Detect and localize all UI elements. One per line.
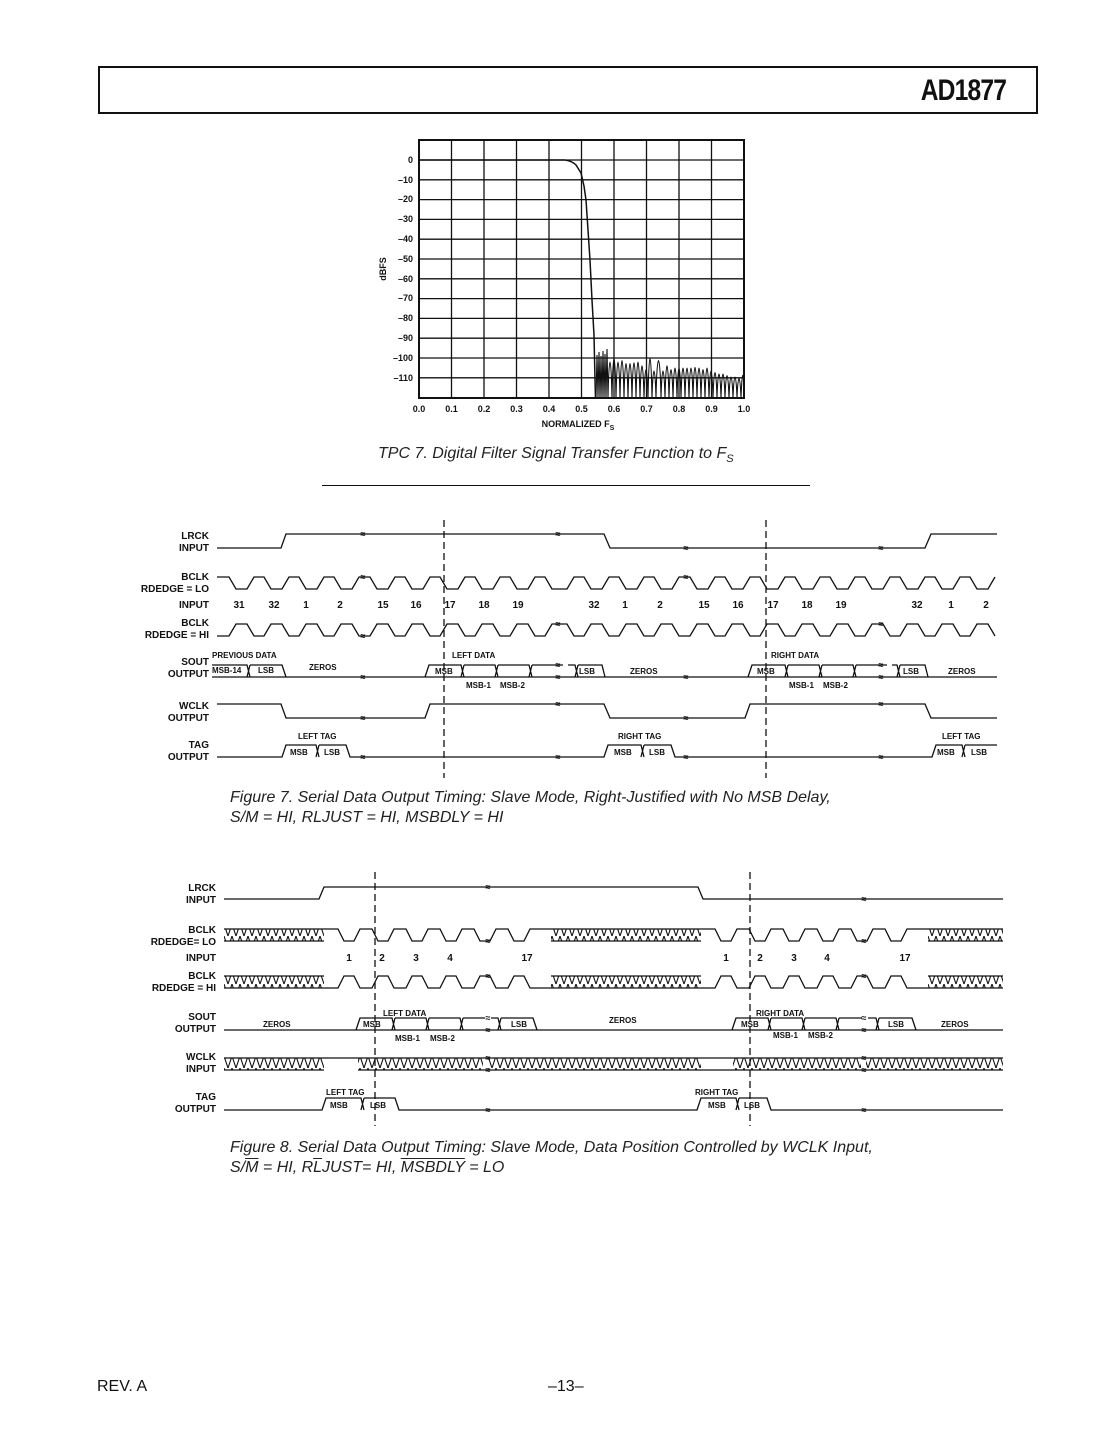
- svg-text:INPUT: INPUT: [186, 895, 216, 906]
- svg-text:≈: ≈: [555, 660, 561, 670]
- tpc7-caption: TPC 7. Digital Filter Signal Transfer Function to $F_S$: [378, 445, 734, 466]
- svg-text:RDEDGE = HI: RDEDGE = HI: [151, 983, 216, 994]
- figure8-caption: Figure 8. Serial Data Output Timing: Slave Mode, Data Position Controlled by WCLK Input, $S/\overline{M}$ = HI, $R\overline{L}JUST=$ HI, MSBDLY = LO: [230, 1139, 873, 1176]
- svg-text:LSB: LSB: [903, 667, 919, 676]
- svg-text:1: 1: [948, 600, 954, 611]
- svg-text:MSB: MSB: [435, 667, 453, 676]
- svg-text:WCLK: WCLK: [186, 1052, 216, 1063]
- svg-text:31: 31: [233, 600, 245, 611]
- svg-text:19: 19: [512, 600, 524, 611]
- svg-text:ZEROS: ZEROS: [948, 667, 976, 676]
- svg-text:LSB: LSB: [258, 666, 274, 675]
- svg-text:1: 1: [723, 953, 729, 964]
- svg-text:WCLK: WCLK: [179, 701, 209, 712]
- svg-text:MSB-1: MSB-1: [789, 681, 814, 690]
- svg-text:17: 17: [899, 953, 911, 964]
- svg-text:OUTPUT: OUTPUT: [167, 713, 209, 724]
- svg-text:≈: ≈: [878, 660, 884, 670]
- svg-text:–70: –70: [397, 293, 413, 303]
- svg-text:–110: –110: [393, 373, 413, 383]
- svg-text:≈: ≈: [878, 672, 884, 682]
- svg-text:17: 17: [767, 600, 779, 611]
- stopband-ripple: [596, 349, 744, 398]
- svg-text:MSB-2: MSB-2: [808, 1031, 833, 1040]
- svg-text:19: 19: [835, 600, 847, 611]
- svg-text:0: 0: [407, 155, 413, 165]
- svg-text:0.7: 0.7: [640, 404, 653, 414]
- svg-text:TAG: TAG: [188, 740, 209, 751]
- svg-text:MSB: MSB: [290, 748, 308, 757]
- svg-text:18: 18: [801, 600, 813, 611]
- svg-text:4: 4: [824, 953, 830, 964]
- svg-text:0.6: 0.6: [607, 404, 621, 414]
- svg-text:LEFT TAG: LEFT TAG: [942, 732, 981, 741]
- svg-text:1: 1: [622, 600, 628, 611]
- svg-text:LSB: LSB: [579, 667, 595, 676]
- svg-text:MSB: MSB: [741, 1020, 759, 1029]
- svg-text:MSB-2: MSB-2: [500, 681, 525, 690]
- y-axis-label: dBFS: [378, 257, 388, 281]
- svg-text:≈: ≈: [485, 1013, 491, 1023]
- svg-text:LEFT TAG: LEFT TAG: [326, 1088, 365, 1097]
- figure7-timing-diagram: [130, 515, 1010, 780]
- svg-text:RIGHT TAG: RIGHT TAG: [695, 1088, 739, 1097]
- svg-text:LSB: LSB: [649, 748, 665, 757]
- svg-text:4: 4: [447, 953, 453, 964]
- svg-text:0.4: 0.4: [542, 404, 556, 414]
- figure7-caption: Figure 7. Serial Data Output Timing: Slave Mode, Right-Justified with No MSB Delay, S/M = HI, RLJUST = HI, MSBDLY = HI: [230, 789, 831, 826]
- svg-text:18: 18: [478, 600, 490, 611]
- svg-text:≈: ≈: [555, 699, 561, 709]
- svg-text:16: 16: [410, 600, 422, 611]
- svg-text:RDEDGE = LO: RDEDGE = LO: [140, 584, 209, 595]
- svg-text:MSB: MSB: [614, 748, 632, 757]
- svg-text:LEFT TAG: LEFT TAG: [298, 732, 337, 741]
- svg-text:17: 17: [444, 600, 456, 611]
- svg-text:–80: –80: [397, 313, 413, 323]
- svg-text:MSB: MSB: [708, 1101, 726, 1110]
- svg-text:≈: ≈: [683, 543, 689, 553]
- svg-text:32: 32: [268, 600, 280, 611]
- svg-text:≈: ≈: [485, 882, 491, 892]
- svg-text:0.2: 0.2: [477, 404, 491, 414]
- svg-text:≈: ≈: [683, 713, 689, 723]
- svg-text:2: 2: [983, 600, 989, 611]
- svg-text:PREVIOUS DATA: PREVIOUS DATA: [212, 651, 277, 660]
- part-number: AD1877: [920, 74, 1006, 107]
- page-number: –13–: [548, 1378, 584, 1395]
- svg-text:≈: ≈: [360, 752, 366, 762]
- svg-text:15: 15: [698, 600, 710, 611]
- fig8-signal-labels: [151, 883, 217, 1115]
- svg-text:LSB: LSB: [744, 1101, 760, 1110]
- svg-text:≈: ≈: [878, 699, 884, 709]
- svg-text:RIGHT DATA: RIGHT DATA: [771, 651, 820, 660]
- svg-text:≈: ≈: [360, 672, 366, 682]
- svg-text:≈: ≈: [861, 1025, 867, 1035]
- svg-text:≈: ≈: [360, 631, 366, 641]
- svg-text:LSB: LSB: [511, 1020, 527, 1029]
- svg-text:≈: ≈: [360, 572, 366, 582]
- y-axis-ticks: [393, 155, 413, 383]
- svg-text:BCLK: BCLK: [181, 572, 209, 583]
- svg-text:RDEDGE= LO: RDEDGE= LO: [150, 937, 216, 948]
- svg-text:≈: ≈: [861, 1105, 867, 1115]
- svg-text:–90: –90: [397, 333, 413, 343]
- svg-text:INPUT: INPUT: [186, 953, 216, 964]
- svg-text:≈: ≈: [485, 1065, 491, 1075]
- revision-label: REV. A: [97, 1378, 148, 1395]
- page-header: [98, 66, 1038, 114]
- svg-text:ZEROS: ZEROS: [630, 667, 658, 676]
- svg-text:0.0: 0.0: [412, 404, 426, 414]
- svg-text:SOUT: SOUT: [181, 657, 209, 668]
- svg-text:32: 32: [588, 600, 600, 611]
- svg-text:–30: –30: [397, 214, 413, 224]
- svg-text:≈: ≈: [878, 543, 884, 553]
- svg-text:16: 16: [732, 600, 744, 611]
- svg-text:BCLK: BCLK: [188, 925, 216, 936]
- svg-text:0.1: 0.1: [445, 404, 458, 414]
- svg-text:≈: ≈: [485, 1105, 491, 1115]
- svg-text:≈: ≈: [861, 1053, 867, 1063]
- svg-text:≈: ≈: [861, 1013, 867, 1023]
- svg-text:0.5: 0.5: [575, 404, 588, 414]
- svg-text:–40: –40: [397, 234, 413, 244]
- svg-text:OUTPUT: OUTPUT: [167, 669, 209, 680]
- svg-text:OUTPUT: OUTPUT: [174, 1104, 216, 1115]
- svg-text:2: 2: [657, 600, 663, 611]
- svg-text:1.0: 1.0: [737, 404, 751, 414]
- svg-text:BCLK: BCLK: [181, 618, 209, 629]
- fig8-bit-numbers: [346, 953, 911, 964]
- fig7-break-marks: [361, 529, 884, 762]
- svg-text:≈: ≈: [683, 572, 689, 582]
- svg-text:INPUT: INPUT: [179, 543, 209, 554]
- svg-text:MSB-1: MSB-1: [395, 1034, 420, 1043]
- svg-text:1: 1: [303, 600, 309, 611]
- svg-text:RIGHT TAG: RIGHT TAG: [618, 732, 662, 741]
- svg-text:–20: –20: [397, 194, 413, 204]
- fig8-break-marks: [486, 882, 867, 1115]
- svg-text:15: 15: [377, 600, 389, 611]
- svg-text:ZEROS: ZEROS: [941, 1020, 969, 1029]
- svg-text:32: 32: [911, 600, 923, 611]
- svg-text:3: 3: [413, 953, 419, 964]
- svg-text:≈: ≈: [555, 619, 561, 629]
- svg-text:0.3: 0.3: [510, 404, 523, 414]
- svg-text:≈: ≈: [861, 894, 867, 904]
- svg-text:≈: ≈: [555, 672, 561, 682]
- svg-text:≈: ≈: [360, 713, 366, 723]
- svg-text:INPUT: INPUT: [186, 1064, 216, 1075]
- svg-text:LSB: LSB: [370, 1101, 386, 1110]
- svg-text:≈: ≈: [555, 529, 561, 539]
- section-divider: [322, 485, 810, 486]
- svg-text:–10: –10: [397, 175, 413, 185]
- svg-text:≈: ≈: [485, 936, 491, 946]
- chart-grid: [419, 140, 744, 398]
- svg-text:INPUT: INPUT: [179, 600, 209, 611]
- svg-text:≈: ≈: [360, 529, 366, 539]
- svg-text:0.9: 0.9: [705, 404, 718, 414]
- svg-text:≈: ≈: [683, 672, 689, 682]
- svg-text:SOUT: SOUT: [188, 1012, 216, 1023]
- x-axis-ticks: [413, 404, 751, 414]
- fig7-bit-numbers: [233, 600, 989, 611]
- fig8-hatch-regions: [224, 929, 1003, 1070]
- svg-text:BCLK: BCLK: [188, 971, 216, 982]
- svg-text:LRCK: LRCK: [188, 883, 216, 894]
- svg-text:≈: ≈: [861, 1065, 867, 1075]
- svg-text:≈: ≈: [555, 752, 561, 762]
- svg-text:RIGHT DATA: RIGHT DATA: [756, 1009, 805, 1018]
- svg-text:MSB: MSB: [757, 667, 775, 676]
- svg-text:–50: –50: [397, 254, 413, 264]
- svg-text:RDEDGE = HI: RDEDGE = HI: [144, 630, 209, 641]
- svg-text:ZEROS: ZEROS: [309, 663, 337, 672]
- svg-text:LSB: LSB: [888, 1020, 904, 1029]
- figure8-timing-diagram: [130, 868, 1010, 1130]
- svg-text:LEFT DATA: LEFT DATA: [452, 651, 496, 660]
- svg-text:OUTPUT: OUTPUT: [174, 1024, 216, 1035]
- svg-text:TAG: TAG: [195, 1092, 216, 1103]
- svg-text:–100: –100: [392, 353, 413, 363]
- svg-text:LSB: LSB: [971, 748, 987, 757]
- svg-text:MSB-2: MSB-2: [430, 1034, 455, 1043]
- x-axis-label: NORMALIZED $F_S$: [541, 419, 615, 432]
- svg-text:2: 2: [757, 953, 763, 964]
- svg-text:≈: ≈: [861, 971, 867, 981]
- svg-text:≈: ≈: [485, 971, 491, 981]
- svg-text:LSB: LSB: [324, 748, 340, 757]
- svg-text:≈: ≈: [485, 1025, 491, 1035]
- svg-text:ZEROS: ZEROS: [263, 1020, 291, 1029]
- svg-text:LEFT DATA: LEFT DATA: [383, 1009, 427, 1018]
- svg-text:OUTPUT: OUTPUT: [167, 752, 209, 763]
- svg-text:1: 1: [346, 953, 352, 964]
- svg-text:MSB-1: MSB-1: [466, 681, 491, 690]
- svg-text:≈: ≈: [683, 752, 689, 762]
- svg-text:3: 3: [791, 953, 797, 964]
- svg-text:≈: ≈: [485, 1053, 491, 1063]
- svg-text:MSB: MSB: [330, 1101, 348, 1110]
- filter-transfer-chart: [360, 130, 760, 440]
- svg-text:MSB-1: MSB-1: [773, 1031, 798, 1040]
- svg-text:2: 2: [337, 600, 343, 611]
- svg-text:≈: ≈: [861, 936, 867, 946]
- svg-text:MSB-2: MSB-2: [823, 681, 848, 690]
- svg-text:MSB: MSB: [937, 748, 955, 757]
- svg-text:MSB: MSB: [363, 1020, 381, 1029]
- svg-text:MSB-14: MSB-14: [212, 666, 242, 675]
- svg-text:≈: ≈: [878, 752, 884, 762]
- svg-text:ZEROS: ZEROS: [609, 1016, 637, 1025]
- svg-text:2: 2: [379, 953, 385, 964]
- svg-text:0.8: 0.8: [672, 404, 686, 414]
- fig7-signal-labels: [141, 531, 210, 763]
- svg-text:LRCK: LRCK: [181, 531, 209, 542]
- svg-text:≈: ≈: [878, 619, 884, 629]
- svg-text:–60: –60: [397, 274, 413, 284]
- svg-text:17: 17: [521, 953, 533, 964]
